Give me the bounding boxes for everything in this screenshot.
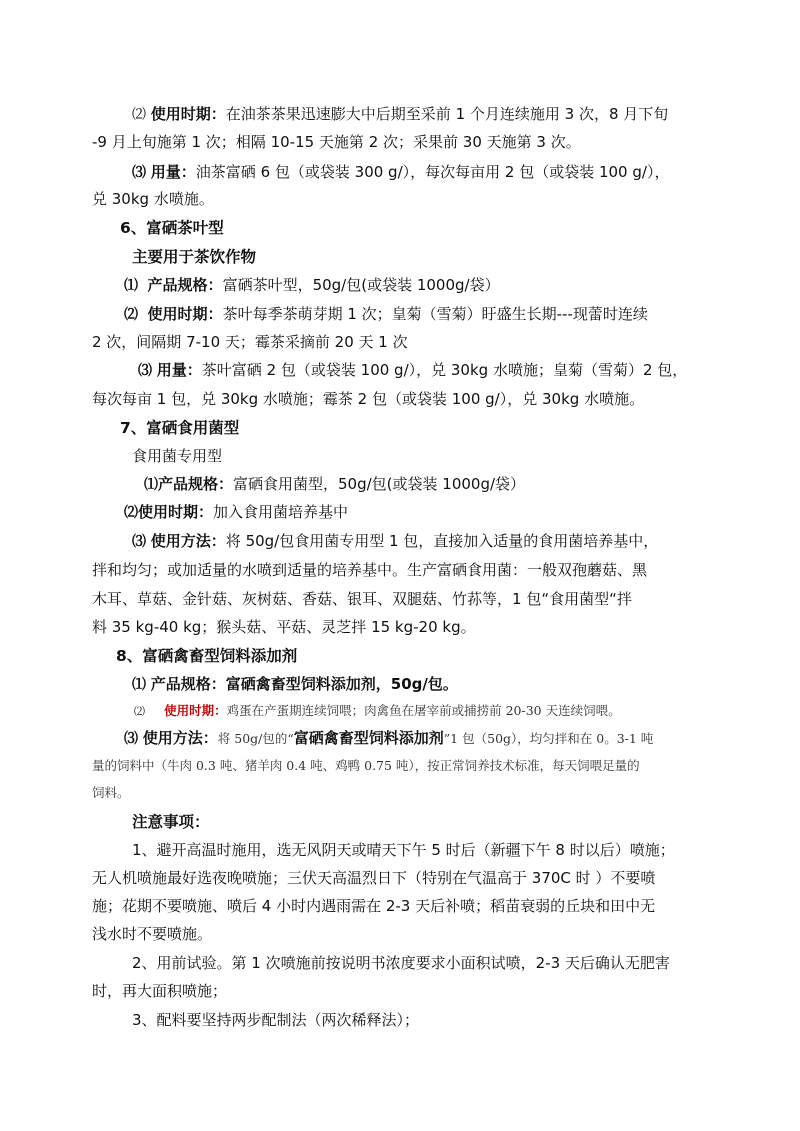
item-number: ⑶ [132,534,146,550]
item-number: ⑴ [132,677,146,693]
section-6-item-2 [124,304,648,325]
section-7-item-2 [124,502,348,523]
item-number: ⑵ [124,307,138,323]
section-7-item-3-cont-2: 木耳、草菇、金针菇、灰树菇、香菇、银耳、双腿菇、竹荪等，1 包“食用菌型“拌 [92,590,632,608]
note-1-cont-2: 施；花期不要喷施、喷后 4 小时内遇雨需在 2-3 天后补喷；稻苗衰弱的丘块和田中无 [92,897,656,915]
section-6-item-3 [138,360,687,381]
note-2-cont-1: 时，再大面积喷施； [92,982,228,1000]
note-1: 1、避开高温时施用，选无风阴天或晴天下午 5 时后（新疆下午 8 时以后）喷施； [132,841,675,859]
section-5-item-2-cont: -9 月上旬施第 1 次；相隔 10-15 天施第 2 次；采果前 30 天施第 3 次。 [92,133,581,151]
item-number: ⑴ [144,477,158,493]
item-number: ⑶ [132,165,146,181]
item-label: 使用时期： [150,105,226,123]
item-label: 使用方法： [142,729,218,747]
item-number: ⑵ [134,705,145,718]
section-8-item-1 [132,674,458,695]
item-label: 使用时期： [147,305,223,323]
item-text: 茶叶每季茶萌芽期 1 次；皇菊（雪菊）盱盛生长期---现蕾时连续 [222,305,648,323]
section-6-item-3-cont: 每次每亩 1 包，兑 30kg 水喷施；霉茶 2 包（或袋装 100 g/），兑 30kg 水喷施。 [92,390,645,408]
section-7-item-1 [144,474,525,495]
item-label: 使用时期： [138,503,214,521]
section-6-heading: 6、富硒茶叶型 [120,219,224,237]
item-text: 在油茶茶果迅速膨大中后期至采前 1 个月连续施用 3 次，8 月下旬 [225,105,669,123]
section-7-item-3 [132,531,658,552]
item-text: 富硒食用菌型，50g/包(或袋装 1000g/袋） [233,475,526,493]
section-7-heading: 7、富硒食用菌型 [120,419,240,437]
item-number: ⑵ [132,107,146,123]
section-7-item-3-cont-1: 拌和均匀；或加适量的水喷到适量的培养基中。生产富硒食用菌：一般双孢蘑菇、黑 [92,561,648,579]
section-6-subheading: 主要用于茶饮作物 [132,248,257,266]
item-label: 使用方法： [150,532,226,550]
item-text-a: 将 50g/包的“ [217,731,294,746]
item-number: ⑶ [138,363,152,379]
notes-title: 注意事项： [132,813,210,831]
item-label: 用量： [150,163,196,181]
section-8-item-3-cont-2: 饲料。 [92,785,130,800]
section-5-item-2 [132,104,668,125]
section-7-subheading: 食用菌专用型 [132,447,223,465]
item-text: 加入食用菌培养基中 [213,503,349,521]
section-8-item-2 [134,701,621,721]
item-label: 产品规格： [147,276,223,294]
section-8-item-3-cont-1: 量的饲料中（牛肉 0.3 吨、猪羊肉 0.4 吨、鸡鸭 0.75 吨），按正常饲养技术标准，每天饲喂足量的 [92,758,640,773]
item-text: 鸡蛋在产蛋期连续饲喂；肉禽鱼在屠宰前或捕捞前 20-30 天连续饲喂。 [226,703,621,718]
item-text: 将 50g/包食用菌专用型 1 包，直接加入适量的食用菌培养基中， [225,532,659,550]
section-8-heading: 8、富硒禽畜型饲料添加剂 [116,647,298,665]
section-6-item-2-cont: 2 次，间隔期 7-10 天；霉茶采摘前 20 天 1 次 [92,333,408,351]
section-5-item-3-cont: 兑 30kg 水喷施。 [92,190,214,208]
note-1-cont-1: 无人机喷施最好选夜晚喷施；三伏天高温烈日下（特别在气温高于 370C 时 ）不要喷 [92,869,656,887]
section-7-item-3-cont-3: 料 35 kg-40 kg；猴头菇、平菇、灵芝拌 15 kg-20 kg。 [92,618,476,636]
item-text-b: 富硒禽畜型饲料添加剂 [293,729,444,747]
section-8-item-3 [124,728,653,749]
item-label: 产品规格： [150,675,226,693]
note-1-cont-3: 浅水时不要喷施。 [92,925,213,943]
item-label: 产品规格： [158,475,234,493]
item-number: ⑶ [124,731,138,747]
item-label: 使用时期： [164,703,227,718]
note-2: 2、用前试验。第 1 次喷施前按说明书浓度要求小面积试喷，2-3 天后确认无肥害 [132,954,670,972]
item-number: ⑴ [124,278,138,294]
item-number: ⑵ [124,505,138,521]
section-5-item-3 [132,162,669,183]
item-text: 茶叶富硒 2 包（或袋装 100 g/），兑 30kg 水喷施；皇菊（雪菊）2 包， [201,361,688,379]
item-label: 用量： [156,361,202,379]
item-text: 富硒茶叶型，50g/包(或袋装 1000g/袋） [222,276,500,294]
section-6-item-1 [124,275,500,296]
item-text: 油茶富硒 6 包（或袋装 300 g/），每次每亩用 2 包（或袋装 100 g/）， [195,163,670,181]
item-text: 富硒禽畜型饲料添加剂，50g/包。 [225,675,458,693]
note-3: 3、配料要坚持两步配制法（两次稀释法）； [132,1011,420,1029]
item-text-c: ”1 包（50g），均匀拌和在 0。3-1 吨 [443,731,654,746]
